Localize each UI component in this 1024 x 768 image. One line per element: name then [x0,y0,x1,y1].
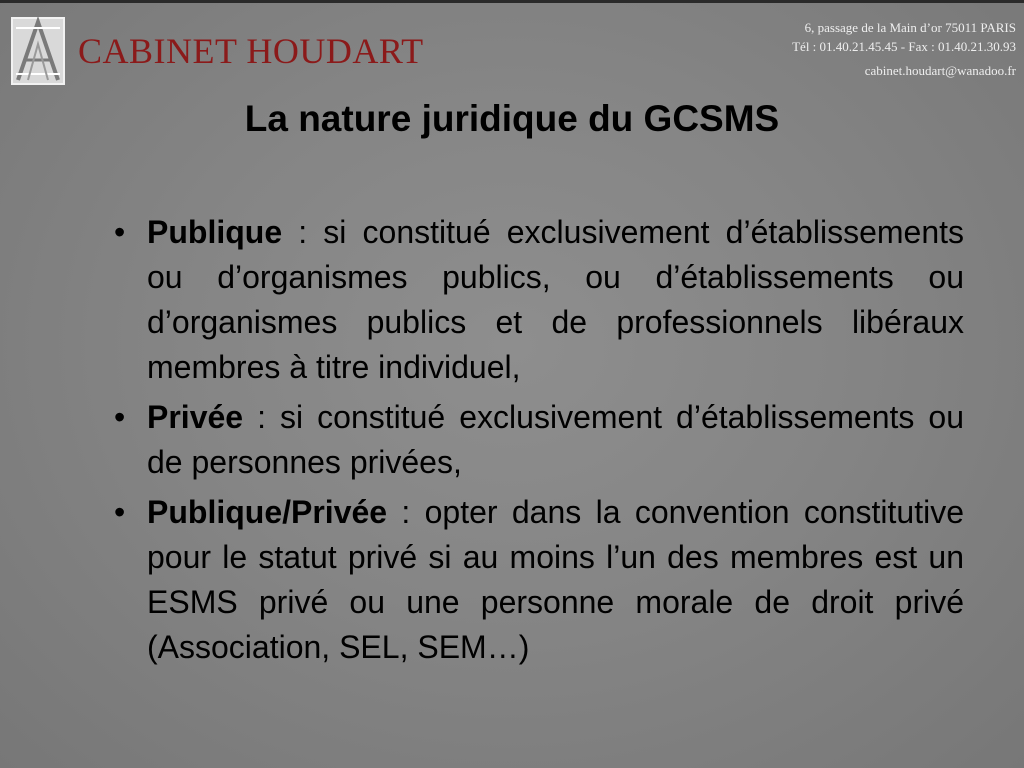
bullet-icon: • [114,214,126,250]
bullet-term: Privée [147,399,244,435]
bullet-list [108,210,964,675]
bullet-term: Publique/Privée [147,494,388,530]
address-line: 6, passage de la Main d’or 75011 PARIS [804,20,1016,35]
bullet-item-publique [108,210,964,390]
brand-name: CABINET HOUDART [78,31,424,71]
bullet-text: : si constitué exclusivement d’établissements ou d’organismes publics, ou d’établissements ou d’organismes publics et de professionnels libéraux membres à titre individuel, [147,214,964,385]
cabinet-houdart-logo-icon [10,14,66,88]
phone-fax-line: Tél : 01.40.21.45.45 - Fax : 01.40.21.30.93 [792,39,1016,54]
bullet-item-publique-privee [108,490,964,670]
contact-address [792,18,1016,80]
top-border [0,0,1024,3]
bullet-icon: • [114,399,126,435]
bullet-item-privee [108,395,964,485]
bullet-term: Publique [147,214,283,250]
bullet-text: : si constitué exclusivement d’établissements ou de personnes privées, [147,399,964,480]
bullet-text: : opter dans la convention constitutive pour le statut privé si au moins l’un des membres est un ESMS privé ou une personne morale de droit privé (Association, SEL, SEM…) [147,494,964,665]
email-address: cabinet.houdart@wanadoo.fr [864,63,1016,78]
slide-title: La nature juridique du GCSMS [244,98,780,139]
bullet-icon: • [114,494,126,530]
